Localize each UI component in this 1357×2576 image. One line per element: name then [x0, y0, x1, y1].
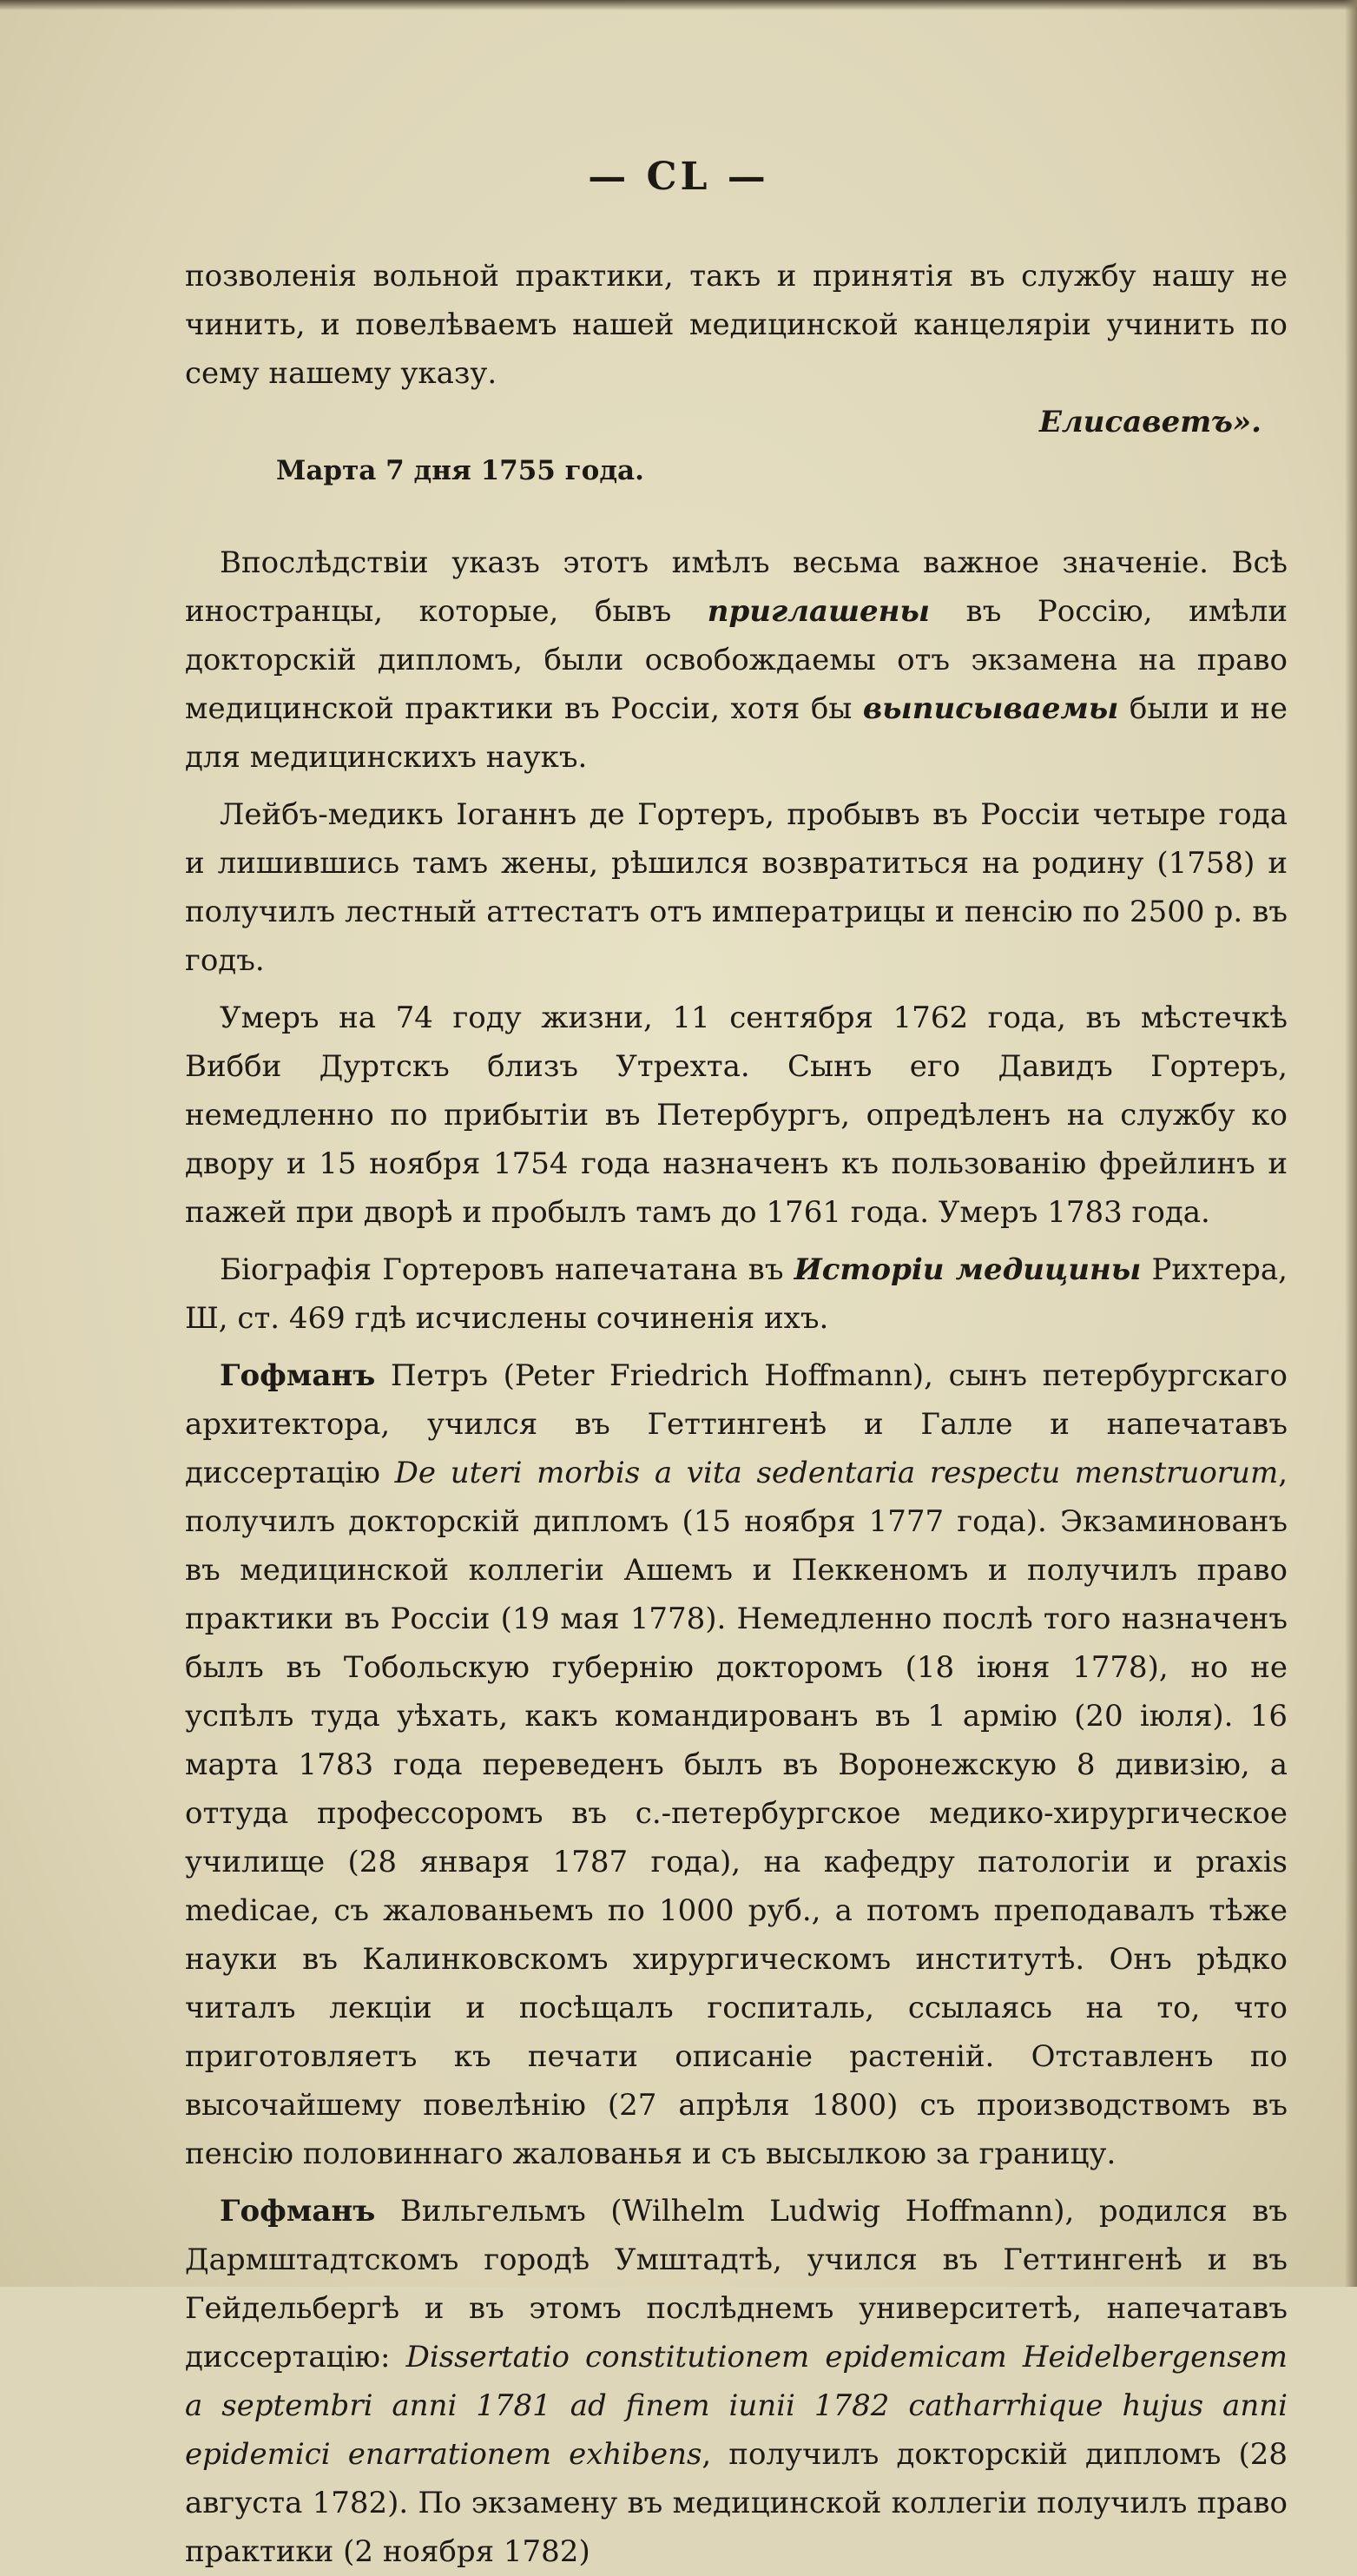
paragraph-1: Впослѣдствіи указъ этотъ имѣлъ весьма важное значеніе. Всѣ иностранцы, которые, бывъ приглашены въ Россію, имѣли докторскій дипломъ, были освобождаемы отъ экзамена на право медицинской практики въ Россіи, хотя бы выписываемы были и не для медицинскихъ наукъ.: [185, 545, 1288, 775]
paragraph-4: Біографія Гортеровъ напечатана въ Исторіи медицины Рихтера, Ш, ст. 469 гдѣ исчислены сочиненія ихъ.: [185, 1252, 1288, 1336]
page-edge-top: [0, 0, 1357, 10]
paragraph-6: Гофманъ Вильгельмъ (Wilhelm Ludwig Hoffmann), родился въ Дармштадтскомъ городѣ Умштадтѣ, учился въ Геттингенѣ и въ Гейдельбергѣ и въ этомъ послѣднемъ университетѣ, напечатавъ диссертацію: Dissertatio constitutionem epidemicam Heidelbergensem a septembri anni 1781 ad finem iunii 1782 catharrhique hujus anni epidemici enarrationem exhibens, получилъ докторскій дипломъ (28 августа 1782). По экзамену въ медицинской коллегіи получилъ право практики (2 ноября 1782): [185, 2194, 1288, 2569]
page-body: [185, 252, 1288, 2576]
page-number: — CL —: [588, 155, 769, 199]
paragraph-2: Лейбъ-медикъ Іоганнъ де Гортеръ, пробывъ въ Россіи четыре года и лишившись тамъ жены, рѣшился возвратиться на родину (1758) и получилъ лестный аттестатъ отъ императрицы и пенсію по 2500 р. въ годъ.: [185, 797, 1288, 978]
decree-date: Марта 7 дня 1755 года.: [276, 455, 644, 486]
page-edge-right: [1345, 0, 1357, 2287]
paragraph-5: Гофманъ Петръ (Peter Friedrich Hoffmann), сынъ петербургскаго архитектора, учился въ Геттингенѣ и Галле и напечатавъ диссертацію De uteri morbis a vita sedentaria respectu menstruorum, получилъ докторскій дипломъ (15 ноября 1777 года). Экзаминованъ въ медицинской коллегіи Ашемъ и Пеккеномъ и получилъ право практики въ Россіи (19 мая 1778). Немедленно послѣ того назначенъ былъ въ Тобольскую губернію докторомъ (18 іюня 1778), но не успѣлъ туда уѣхать, какъ командированъ въ 1 армію (20 іюля). 16 марта 1783 года переведенъ былъ въ Воронежскую 8 дивизію, а оттуда профессоромъ въ с.-петербургское медико-хирургическое училище (28 января 1787 года), на кафедру патологіи и praxis medicae, съ жалованьемъ по 1000 руб., а потомъ преподавалъ тѣже науки въ Калинковскомъ хирургическомъ институтѣ. Онъ рѣдко читалъ лекціи и посѣщалъ госпиталь, ссылаясь на то, что приготовляетъ къ печати описаніе растеній. Отставленъ по высочайшему повелѣнію (27 апрѣля 1800) съ производствомъ въ пенсію половиннаго жалованья и съ высылкою за границу.: [185, 1358, 1288, 2171]
signature: Елисаветъ».: [1039, 405, 1261, 439]
paragraph-3: Умеръ на 74 году жизни, 11 сентября 1762 года, въ мѣстечкѣ Вибби Дуртскъ близъ Утрехта. Сынъ его Давидъ Гортеръ, немедленно по прибытіи въ Петербургъ, опредѣленъ на службу ко двору и 15 ноября 1754 года назначенъ къ пользованію фрейлинъ и пажей при дворѣ и пробылъ тамъ до 1761 года. Умеръ 1783 года.: [185, 1001, 1288, 1230]
decree-ending: позволенія вольной практики, такъ и принятія въ службу нашу не чинить, и повелѣваемъ нашей медицинской канцеляріи учинить по сему нашему указу.: [185, 259, 1288, 391]
